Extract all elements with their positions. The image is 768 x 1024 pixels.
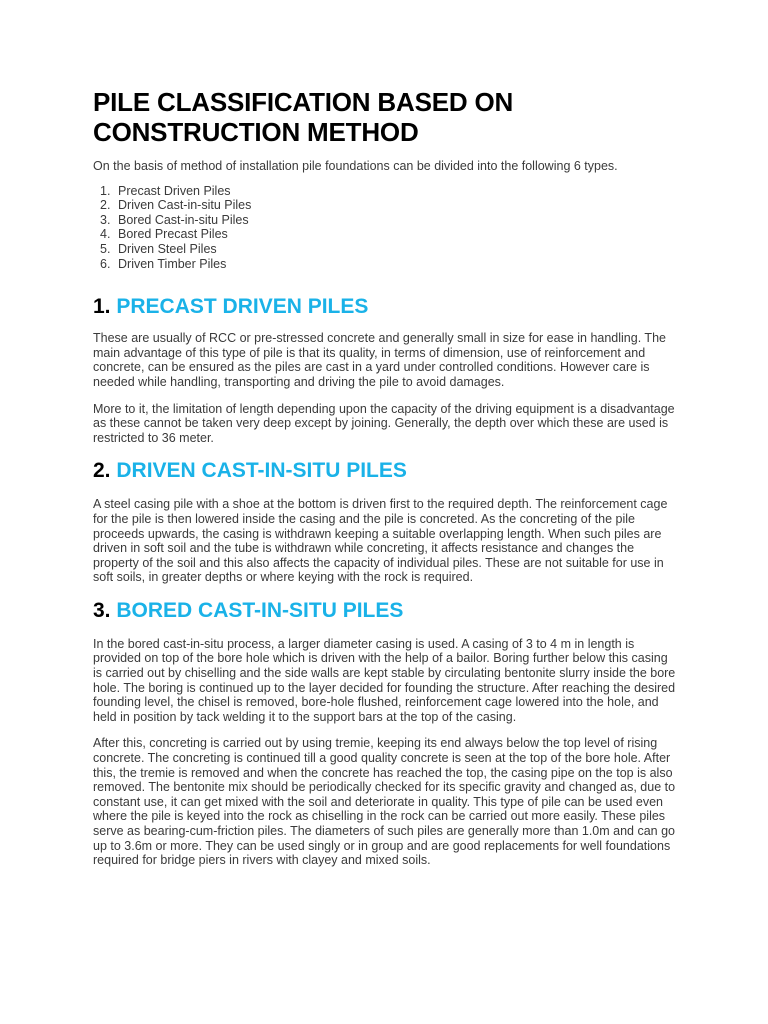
page-title-line-1: PILE CLASSIFICATION BASED ON <box>93 87 514 117</box>
section-heading-driven-cast-in-situ-piles <box>93 459 678 483</box>
section-heading-precast-driven-piles <box>93 295 678 319</box>
section-paragraph: More to it, the limitation of length depending upon the capacity of the driving equipment is a disadvantage as these cannot be taken very deep except by joining. Generally, the depth over which these are used is restricted to 36 meter. <box>93 401 675 445</box>
section-number: 3. <box>93 598 111 622</box>
list-item <box>93 227 678 242</box>
list-item-label: Driven Steel Piles <box>118 241 217 256</box>
section-paragraph: After this, concreting is carried out by using tremie, keeping its end always below the top level of rising concrete. The concreting is continued till a good quality concrete is seen at the top of the bore hole. After this, the tremie is removed and when the concrete has reached the top, the casing pipe on the top is also removed. The bentonite mix should be periodically checked for its specific gravity and changed as, due to constant use, it can get mixed with the soil and deteriorate in quality. This type of pile can be used even where the pile is keyed into the rock as chiselling in the rock can be carried out more easily. These piles serve as bearing-cum-friction piles. The diameters of such piles are generally more than 1.0m and can go up to 3.6m or more. They can be used singly or in group and are good replacements for well foundations required for bridge piers in rivers with clayey and mixed soils. <box>93 736 676 868</box>
list-item <box>93 184 678 199</box>
list-item-number: 1. <box>100 183 111 198</box>
section-number: 1. <box>93 295 111 319</box>
section-number: 2. <box>93 459 111 483</box>
list-item <box>93 213 678 228</box>
page-title-line-2: CONSTRUCTION METHOD <box>93 117 419 147</box>
list-item-number: 5. <box>100 241 111 256</box>
list-item-number: 2. <box>100 198 111 213</box>
intro-paragraph: On the basis of method of installation pile foundations can be divided into the following 6 types. <box>93 159 618 173</box>
list-item <box>93 198 678 213</box>
section-paragraph: These are usually of RCC or pre-stressed concrete and generally small in size for ease in handling. The main advantage of this type of pile is that its quality, in terms of dimension, use of reinforcement and concrete, can be ensured as the piles are cast in a yard under controlled conditions. However care is needed while handling, transporting and driving the pile to avoid damages. <box>93 331 666 389</box>
document-page <box>93 87 678 868</box>
list-item <box>93 242 678 257</box>
section-title: PRECAST DRIVEN PILES <box>116 295 369 319</box>
list-item-label: Bored Precast Piles <box>118 227 228 242</box>
list-item-number: 4. <box>100 227 111 242</box>
list-item-number: 3. <box>100 212 111 227</box>
list-item-label: Precast Driven Piles <box>118 183 231 198</box>
pile-types-list <box>93 184 678 272</box>
page-title <box>93 87 678 147</box>
section-paragraph: A steel casing pile with a shoe at the bottom is driven first to the required depth. The reinforcement cage for the pile is then lowered inside the casing and the pile is concreted. As the concreting of the pile proceeds upwards, the casing is withdrawn keeping a suitable overlapping length. When such piles are driven in soft soil and the tube is withdrawn while concreting, it affects resistance and changes the property of the soil and this also affects the capacity of individual piles. These are not suitable for use in soft soils, in greater depths or where keying with the rock is required. <box>93 497 668 585</box>
list-item-label: Driven Timber Piles <box>118 256 227 271</box>
list-item-label: Bored Cast-in-situ Piles <box>118 212 249 227</box>
list-item-label: Driven Cast-in-situ Piles <box>118 198 252 213</box>
list-item <box>93 257 678 272</box>
section-heading-bored-cast-in-situ-piles <box>93 599 678 623</box>
section-title: BORED CAST-IN-SITU PILES <box>116 598 404 622</box>
section-paragraph: In the bored cast-in-situ process, a larger diameter casing is used. A casing of 3 to 4 m in length is provided on top of the bore hole which is driven with the help of a bailor. Boring further below this casing is carried out by chiselling and the side walls are kept stable by circulating bentonite slurry inside the bore hole. The boring is continued up to the layer decided for founding the structure. After reaching the desired founding level, the chisel is removed, bore-hole flushed, reinforcement cage lowered into the hole, and held in position by tack welding it to the support bars at the top of the casing. <box>93 636 676 724</box>
section-title: DRIVEN CAST-IN-SITU PILES <box>116 459 407 483</box>
list-item-number: 6. <box>100 256 111 271</box>
